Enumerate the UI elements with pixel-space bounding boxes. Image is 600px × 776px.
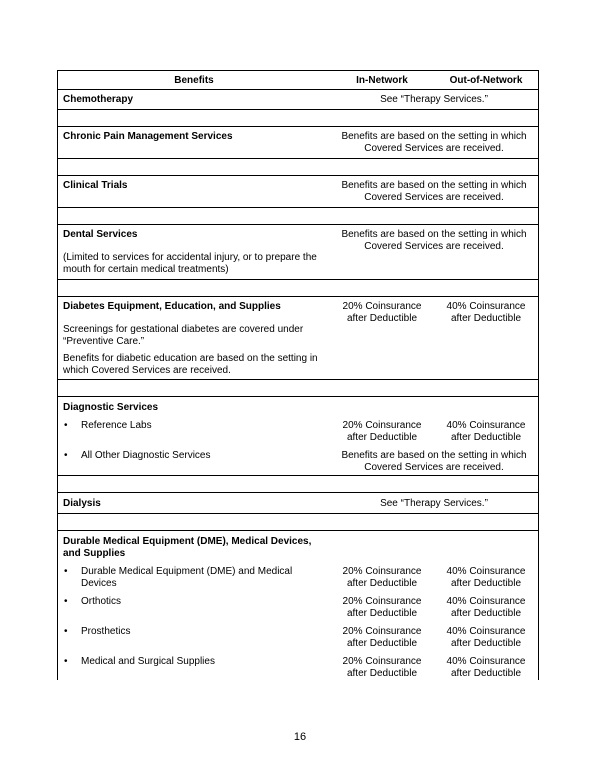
benefits-table (57, 70, 539, 680)
diabetes-out-line1: 40% Coinsurance (446, 301, 526, 312)
dme-item-out-line1: 40% Coinsurance (446, 566, 526, 577)
dme-item-label-line1: Orthotics (81, 596, 122, 607)
diabetes-in-line2: after Deductible (346, 312, 418, 324)
row-dental-services (58, 225, 538, 280)
dental-note-line2: mouth for certain medical treatments) (63, 263, 229, 275)
diabetes-note2-line2: which Covered Services are received. (63, 364, 231, 376)
dme-item-label-line1: Medical and Surgical Supplies (81, 656, 215, 667)
dme-item-in-line1: 20% Coinsurance (342, 656, 422, 667)
dme-item-out-line2: after Deductible (450, 637, 522, 649)
diagnostic-title: Diagnostic Services (63, 402, 159, 413)
dme-item-out-line1: 40% Coinsurance (446, 626, 526, 637)
dental-value-line2: Covered Services are received. (364, 240, 504, 252)
diagnostic-item1-label: Reference Labs (81, 420, 152, 431)
spacer-row (58, 476, 538, 493)
dme-title-line1: Durable Medical Equipment (DME), Medical Devices, (63, 536, 312, 547)
dme-item-label-line2: Devices (81, 577, 117, 589)
dental-note-line1: (Limited to services for accidental injury, or to prepare the (63, 252, 317, 263)
bullet-icon: • (64, 596, 68, 607)
page-number: 16 (293, 731, 307, 743)
row-chronic-pain (58, 127, 538, 159)
spacer-row (58, 208, 538, 225)
header-benefits: Benefits (174, 75, 214, 86)
dme-item-label-line1: Prosthetics (81, 626, 131, 637)
bullet-icon: • (64, 656, 68, 667)
dme-item-in-line2: after Deductible (346, 667, 418, 679)
dme-item-in-line1: 20% Coinsurance (342, 626, 422, 637)
row-diagnostic-services (58, 397, 538, 476)
dme-item-in-line2: after Deductible (346, 577, 418, 589)
dme-item-label-line1: Durable Medical Equipment (DME) and Medical (81, 566, 293, 577)
dme-item-in-line1: 20% Coinsurance (342, 566, 422, 577)
bullet-icon: • (64, 420, 68, 431)
spacer-row (58, 159, 538, 176)
diagnostic-item1-out-line1: 40% Coinsurance (446, 420, 526, 431)
bullet-icon: • (64, 450, 68, 461)
spacer-row (58, 380, 538, 397)
diagnostic-item1-out-line2: after Deductible (450, 431, 522, 443)
dental-value-line1: Benefits are based on the setting in which (341, 229, 527, 240)
diabetes-title: Diabetes Equipment, Education, and Supplies (63, 301, 281, 312)
dental-title: Dental Services (63, 229, 138, 240)
dme-item-out-line2: after Deductible (450, 577, 522, 589)
clinical-trials-value-line2: Covered Services are received. (364, 191, 504, 203)
chronic-pain-title: Chronic Pain Management Services (63, 131, 233, 142)
dme-item-out-line2: after Deductible (450, 607, 522, 619)
chemotherapy-value: See “Therapy Services.” (380, 94, 488, 105)
diabetes-note1-line2: “Preventive Care.” (63, 335, 145, 347)
diabetes-in-line1: 20% Coinsurance (342, 301, 422, 312)
row-dme (58, 531, 538, 681)
dme-item-out-line1: 40% Coinsurance (446, 656, 526, 667)
row-diabetes (58, 297, 538, 380)
clinical-trials-value-line1: Benefits are based on the setting in which (341, 180, 527, 191)
dialysis-value: See “Therapy Services.” (380, 498, 488, 509)
dialysis-title: Dialysis (63, 498, 101, 509)
dme-item-in-line1: 20% Coinsurance (342, 596, 422, 607)
table-header-row (58, 71, 538, 90)
diabetes-note1-line1: Screenings for gestational diabetes are covered under (63, 324, 304, 335)
dme-item-out-line1: 40% Coinsurance (446, 596, 526, 607)
row-clinical-trials (58, 176, 538, 208)
chronic-pain-value-line1: Benefits are based on the setting in which (341, 131, 527, 142)
chronic-pain-value-line2: Covered Services are received. (364, 142, 504, 154)
clinical-trials-title: Clinical Trials (63, 180, 128, 191)
spacer-row (58, 110, 538, 127)
dme-item-out-line2: after Deductible (450, 667, 522, 679)
row-chemotherapy (58, 90, 538, 110)
header-out-of-network: Out-of-Network (449, 75, 523, 86)
diabetes-out-line2: after Deductible (450, 312, 522, 324)
row-dialysis (58, 493, 538, 514)
diagnostic-item2-value-line1: Benefits are based on the setting in which (341, 450, 527, 461)
diabetes-note2-line1: Benefits for diabetic education are based on the setting in (63, 353, 318, 364)
dme-title-line2: and Supplies (63, 547, 126, 559)
spacer-row (58, 280, 538, 297)
bullet-icon: • (64, 566, 68, 577)
header-in-network: In-Network (356, 75, 408, 86)
spacer-row (58, 514, 538, 531)
diagnostic-item1-in-line2: after Deductible (346, 431, 418, 443)
diagnostic-item2-value-line2: Covered Services are received. (364, 461, 504, 473)
chemotherapy-title: Chemotherapy (63, 94, 134, 105)
dme-item-in-line2: after Deductible (346, 607, 418, 619)
bullet-icon: • (64, 626, 68, 637)
diagnostic-item2-label: All Other Diagnostic Services (81, 450, 211, 461)
diagnostic-item1-in-line1: 20% Coinsurance (342, 420, 422, 431)
dme-item-in-line2: after Deductible (346, 637, 418, 649)
